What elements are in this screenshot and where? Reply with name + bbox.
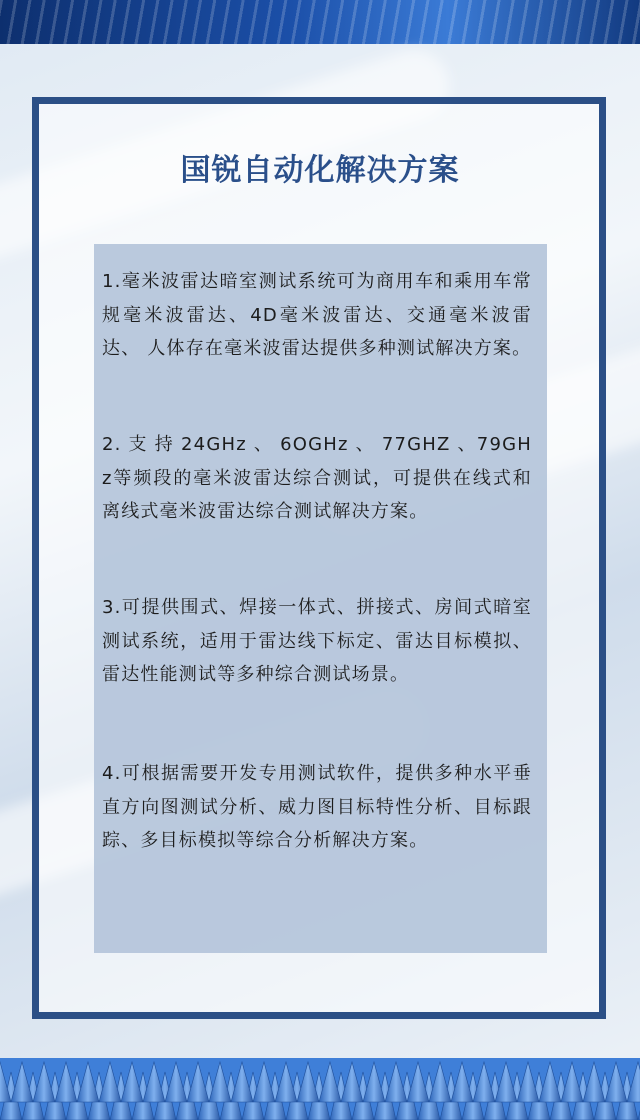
- absorber-cone: [583, 1062, 605, 1102]
- solution-paragraph-2: 2. 支 持 24GHz 、 6OGHz 、 77GHZ 、79GHz等频段的毫米波雷达综合测试，可提供在线式和离线式毫米波雷达综合测试解决方案。: [102, 434, 532, 522]
- absorber-cone: [407, 1062, 429, 1102]
- solution-paragraph-3: 3.可提供围式、焊接一体式、拼接式、房间式暗室测试系统，适用于雷达线下标定、雷达目标模拟、雷达性能测试等多种综合测试场景。: [102, 597, 532, 685]
- page-title: 国锐自动化解决方案: [180, 153, 460, 188]
- absorber-cone: [561, 1062, 583, 1102]
- absorber-cone: [209, 1062, 231, 1102]
- solution-paragraph-4: 4.可根据需要开发专用测试软件，提供多种水平垂直方向图测试分析、威力图目标特性分析、目标跟 踪、多目标模拟等综合分析解决方案。: [102, 763, 532, 851]
- absorber-cone: [231, 1062, 253, 1102]
- absorber-cone: [429, 1062, 451, 1102]
- absorber-cone: [341, 1062, 363, 1102]
- solution-paragraph-1: 1.毫米波雷达暗室测试系统可为商用车和乘用车常规毫米波雷达、4D毫米波雷达、交通毫米波雷达、 人体存在毫米波雷达提供多种测试解决方案。: [102, 271, 532, 359]
- absorber-cone: [517, 1062, 539, 1102]
- top-decorative-band: [0, 0, 640, 44]
- absorber-cone: [99, 1062, 121, 1102]
- absorber-cone: [319, 1062, 341, 1102]
- absorber-cone: [363, 1062, 385, 1102]
- absorber-cone: [297, 1062, 319, 1102]
- absorber-cone: [55, 1062, 77, 1102]
- absorber-cone: [495, 1062, 517, 1102]
- absorber-cone: [165, 1062, 187, 1102]
- absorber-cone: [11, 1062, 33, 1102]
- absorber-cone: [385, 1062, 407, 1102]
- absorber-cone-band: [0, 1058, 640, 1120]
- absorber-cone: [275, 1062, 297, 1102]
- absorber-cones-graphic: [0, 1058, 640, 1120]
- absorber-cone: [77, 1062, 99, 1102]
- absorber-cone: [473, 1062, 495, 1102]
- absorber-cone: [451, 1062, 473, 1102]
- absorber-cone: [121, 1062, 143, 1102]
- absorber-cone: [143, 1062, 165, 1102]
- absorber-cone: [539, 1062, 561, 1102]
- absorber-cone: [33, 1062, 55, 1102]
- absorber-cone: [605, 1062, 627, 1102]
- absorber-cone: [253, 1062, 275, 1102]
- absorber-cone: [187, 1062, 209, 1102]
